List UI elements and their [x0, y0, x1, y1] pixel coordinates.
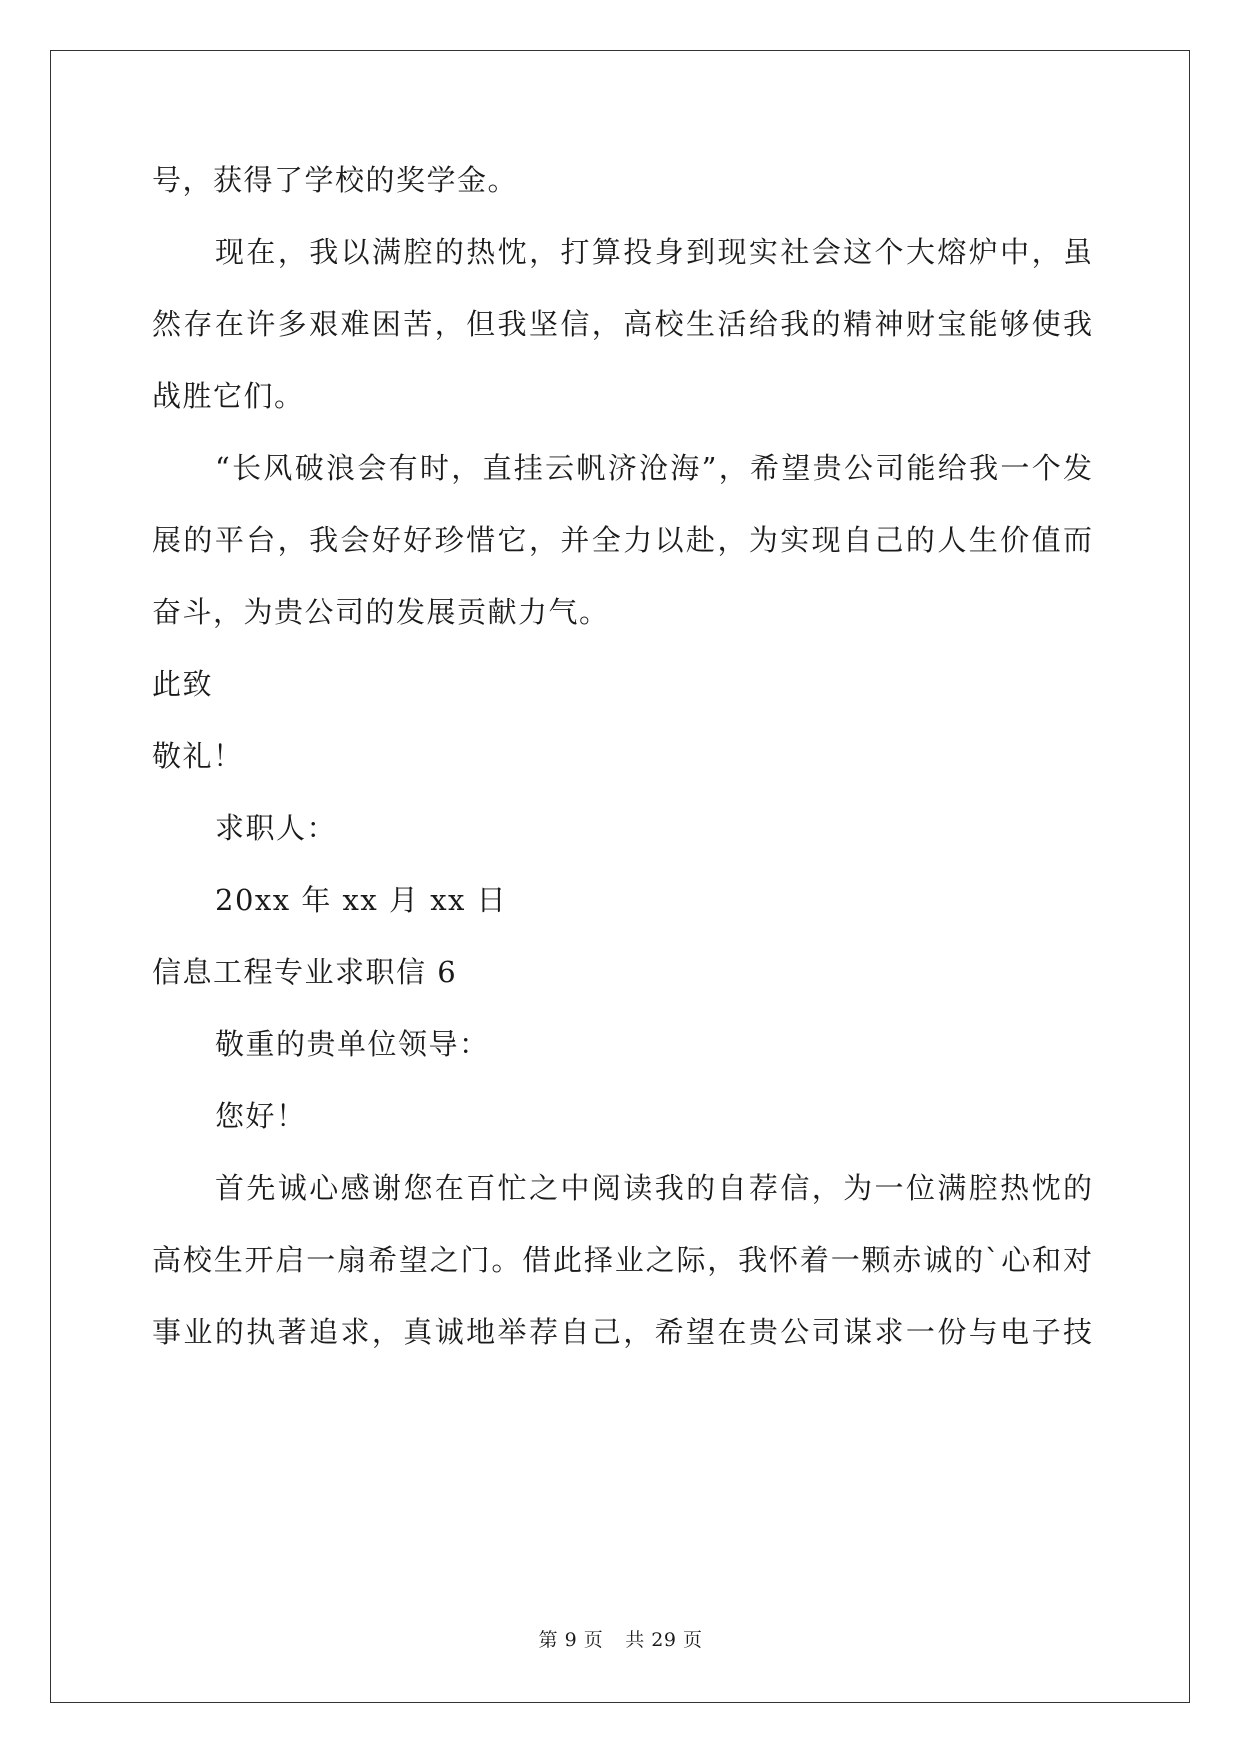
page-number: 第 9 页	[538, 1629, 604, 1651]
paragraph-line: 展的平台，我会好好珍惜它，并全力以赴，为实现自己的人生价值而	[152, 523, 1092, 557]
paragraph-line: 战胜它们。	[152, 379, 305, 413]
paragraph-line: 然存在许多艰难困苦，但我坚信，高校生活给我的精神财宝能够使我	[152, 307, 1092, 341]
page-border	[50, 50, 1190, 1703]
paragraph-line: 首先诚心感谢您在百忙之中阅读我的自荐信，为一位满腔热忱的	[215, 1171, 1092, 1205]
greeting-recipient: 敬重的贵单位领导：	[215, 1027, 490, 1061]
page-total: 共 29 页	[625, 1629, 703, 1651]
date-line: 20xx 年 xx 月 xx 日	[215, 883, 508, 917]
paragraph-line: “长风破浪会有时，直挂云帆济沧海”，希望贵公司能给我一个发	[215, 451, 1092, 485]
greeting: 您好！	[215, 1099, 307, 1133]
closing-salutation: 此致	[152, 667, 214, 701]
paragraph-line: 现在，我以满腔的热忱，打算投身到现实社会这个大熔炉中，虽	[215, 235, 1092, 269]
page-footer	[0, 1628, 1241, 1652]
paragraph-line: 奋斗，为贵公司的发展贡献力气。	[152, 595, 610, 629]
signature-label: 求职人：	[215, 811, 338, 845]
paragraph-line: 号，获得了学校的奖学金。	[152, 163, 519, 197]
section-title: 信息工程专业求职信 6	[152, 955, 458, 989]
closing-regards: 敬礼！	[152, 739, 244, 773]
paragraph-line: 事业的执著追求，真诚地举荐自己，希望在贵公司谋求一份与电子技	[152, 1315, 1092, 1349]
paragraph-line: 高校生开启一扇希望之门。借此择业之际，我怀着一颗赤诚的`心和对	[152, 1243, 1092, 1277]
